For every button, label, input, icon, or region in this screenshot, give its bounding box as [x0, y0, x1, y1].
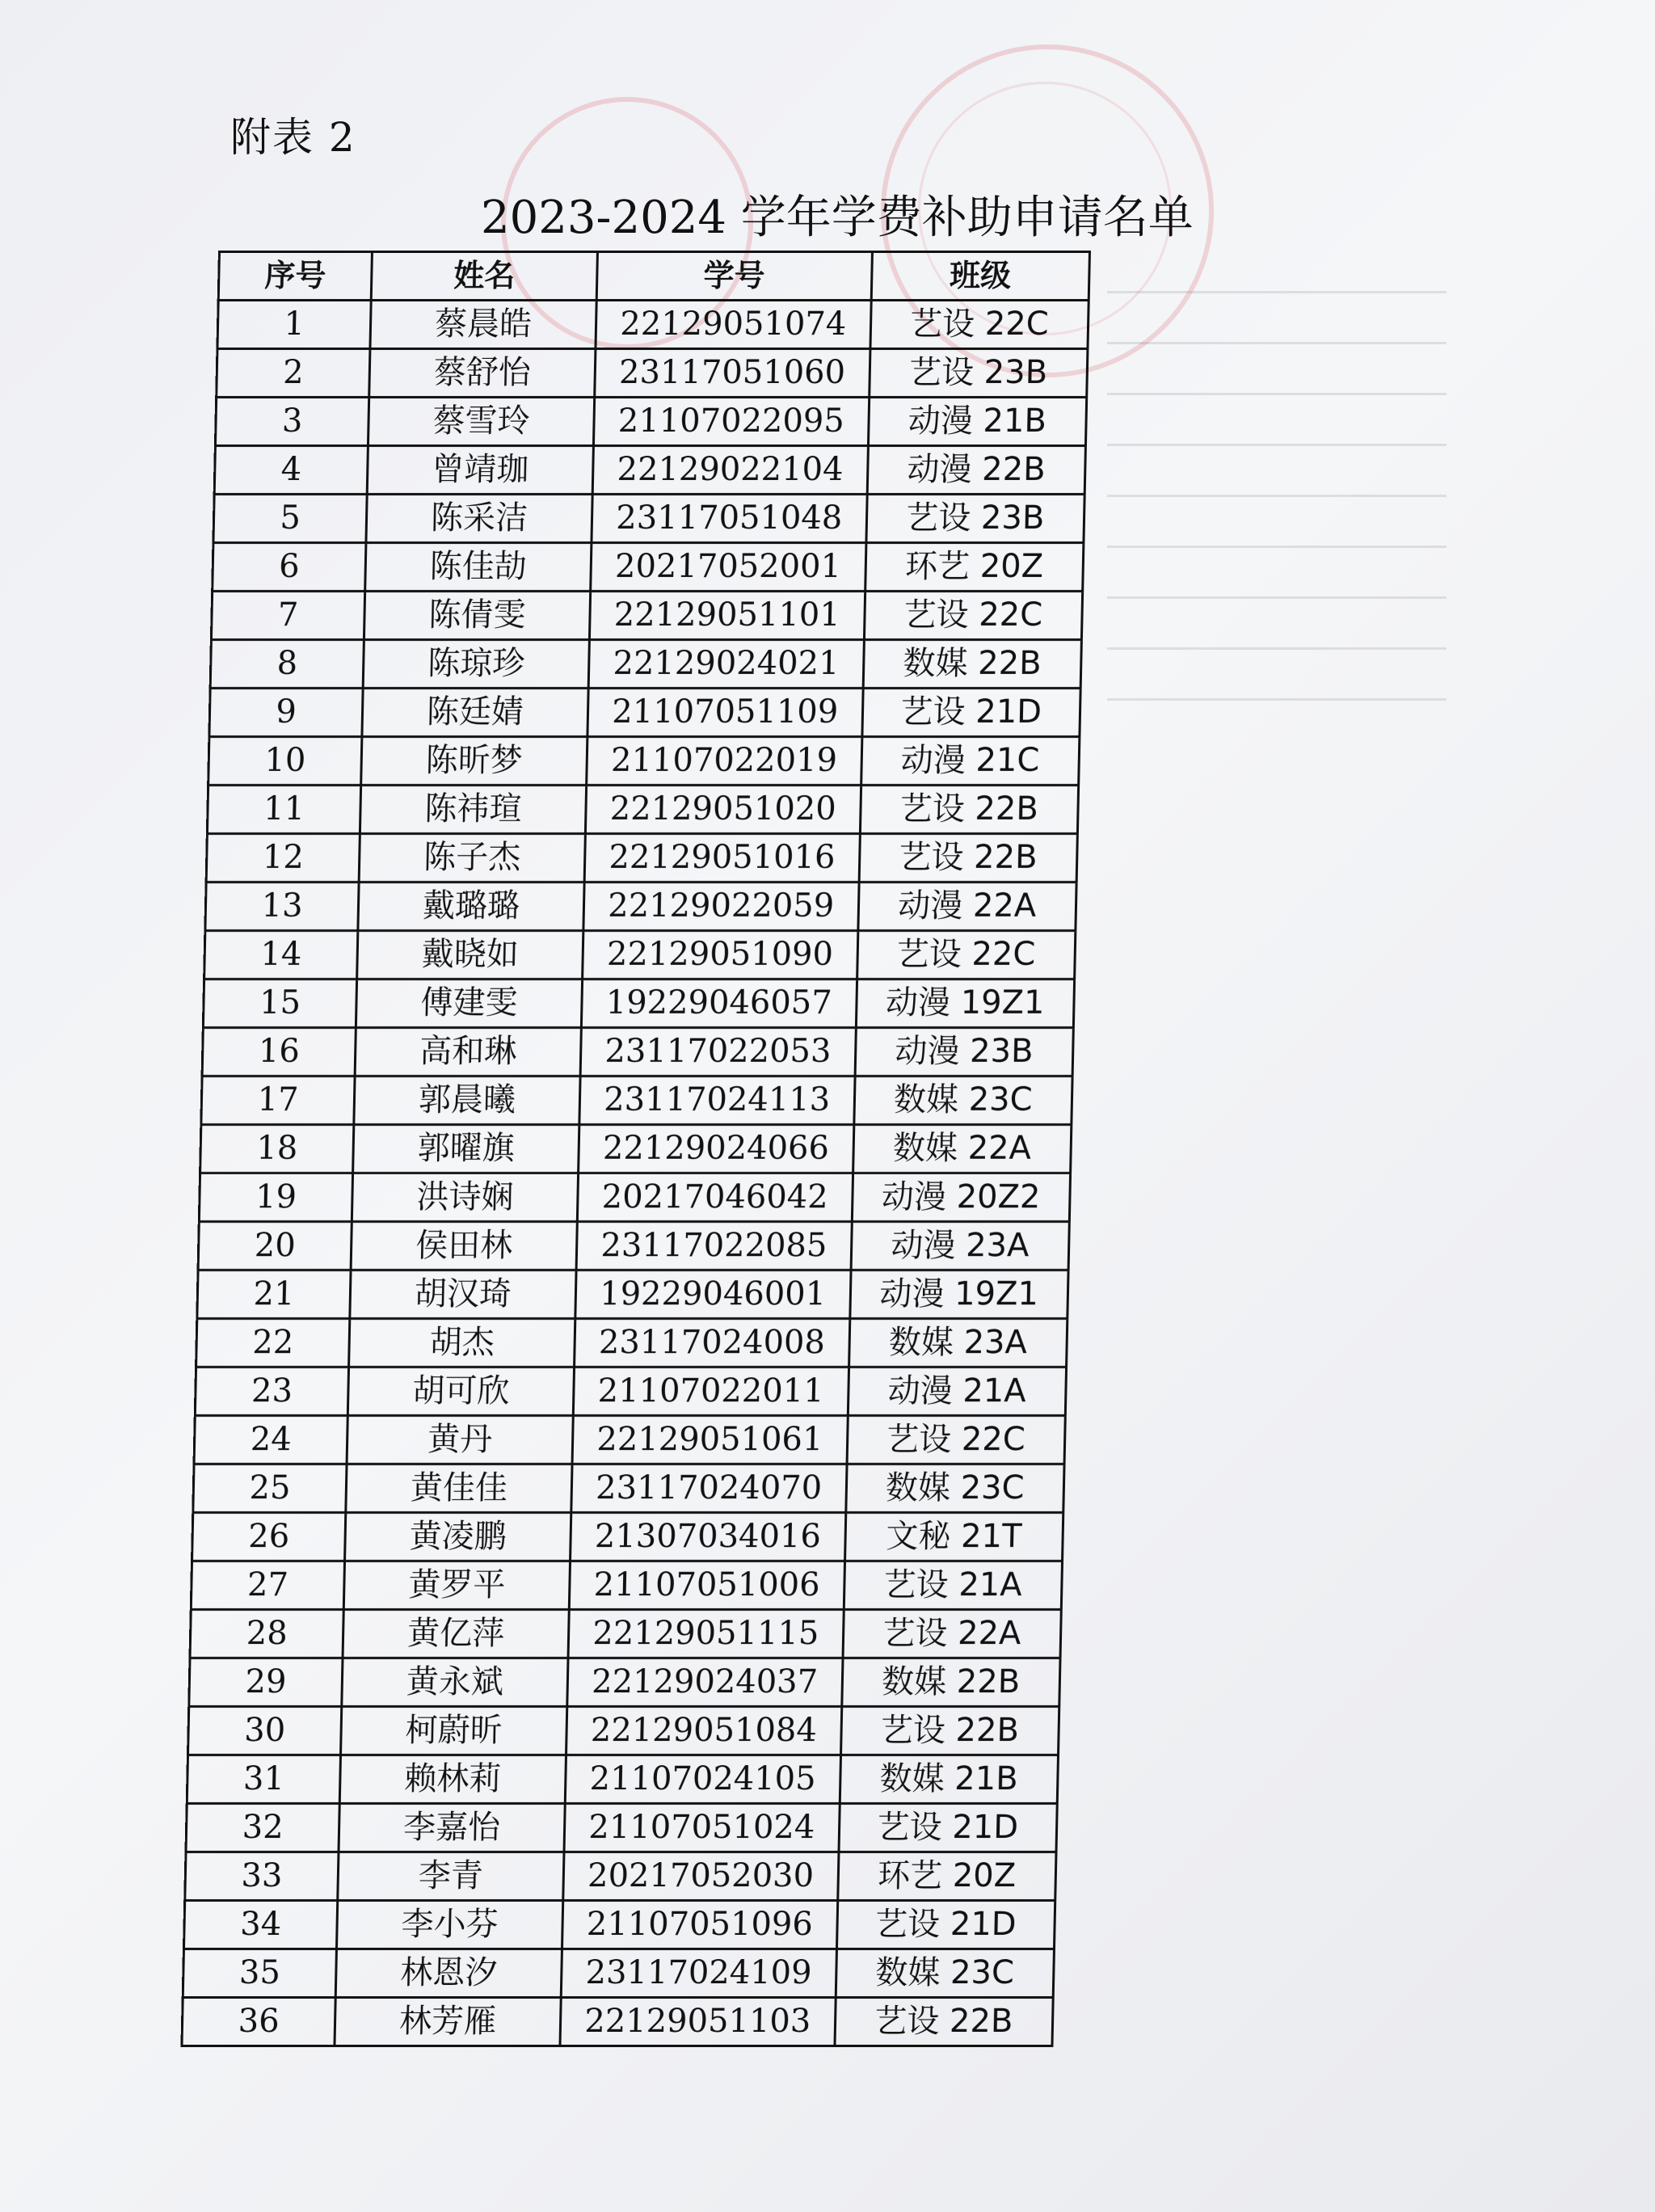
row-name-cell: 陈琼珍	[363, 640, 589, 689]
row-class-cell: 艺设 22B	[840, 1707, 1059, 1755]
row-student-id-cell: 22129051016	[584, 834, 860, 883]
row-name-cell: 赖林莉	[339, 1755, 566, 1804]
row-name-cell: 林芳雁	[335, 1998, 561, 2046]
row-class-cell: 艺设 21A	[844, 1561, 1063, 1610]
row-name-cell: 黄永斌	[342, 1658, 568, 1707]
row-class-cell: 环艺 20Z	[837, 1852, 1056, 1901]
row-student-id-cell: 21107051109	[587, 689, 863, 737]
row-no-cell: 11	[207, 786, 360, 834]
row-student-id-cell: 22129051115	[568, 1610, 844, 1658]
row-class-cell: 艺设 22B	[859, 834, 1078, 883]
row-name-cell: 黄罗平	[343, 1561, 570, 1610]
row-class-cell: 数媒 22A	[853, 1125, 1072, 1173]
table-row	[183, 1949, 1054, 1998]
row-student-id-cell: 23117024109	[561, 1949, 836, 1998]
row-name-cell: 陈倩雯	[364, 592, 591, 640]
table-row	[202, 1028, 1073, 1077]
row-no-cell: 10	[208, 737, 362, 786]
row-student-id-cell: 22129024066	[579, 1125, 854, 1173]
row-student-id-cell: 20217052001	[591, 543, 866, 592]
row-student-id-cell: 23117024008	[575, 1319, 850, 1367]
row-no-cell: 36	[182, 1998, 335, 2046]
row-name-cell: 高和琳	[355, 1028, 581, 1077]
row-name-cell: 陈子杰	[359, 834, 585, 883]
table-row	[215, 398, 1086, 446]
table-row	[199, 1173, 1070, 1222]
row-class-cell: 动漫 19Z1	[856, 980, 1075, 1028]
row-class-cell: 艺设 21D	[861, 689, 1080, 737]
row-name-cell: 黄丹	[347, 1416, 573, 1464]
row-student-id-cell: 23117051060	[595, 349, 870, 398]
row-name-cell: 黄亿萍	[343, 1610, 569, 1658]
row-name-cell: 陈昕梦	[361, 737, 587, 786]
table-row	[185, 1852, 1056, 1901]
row-class-cell: 动漫 21C	[861, 737, 1080, 786]
table-row	[187, 1755, 1058, 1804]
row-class-cell: 数媒 23C	[853, 1077, 1072, 1125]
row-name-cell: 胡汉琦	[350, 1270, 576, 1319]
row-student-id-cell: 21107024105	[565, 1755, 840, 1804]
row-class-cell: 数媒 22B	[841, 1658, 1060, 1707]
row-student-id-cell: 22129051090	[583, 931, 858, 980]
row-no-cell: 6	[213, 543, 366, 592]
row-name-cell: 傅建雯	[356, 980, 583, 1028]
row-student-id-cell: 21107051096	[562, 1901, 837, 1949]
row-class-cell: 文秘 21T	[844, 1513, 1063, 1561]
row-name-cell: 蔡舒怡	[369, 349, 596, 398]
row-name-cell: 蔡雪玲	[368, 398, 595, 446]
table-row	[217, 349, 1088, 398]
row-student-id-cell: 22129024021	[588, 640, 864, 689]
row-no-cell: 31	[187, 1755, 340, 1804]
row-name-cell: 胡可欣	[347, 1367, 574, 1416]
row-no-cell: 29	[189, 1658, 343, 1707]
row-no-cell: 16	[202, 1028, 356, 1077]
row-student-id-cell: 22129022104	[592, 446, 868, 495]
row-name-cell: 蔡晨皓	[370, 301, 596, 349]
row-student-id-cell: 19229046057	[581, 980, 857, 1028]
row-student-id-cell: 19229046001	[575, 1270, 851, 1319]
row-no-cell: 27	[191, 1561, 344, 1610]
roster-table	[180, 251, 1091, 2047]
row-no-cell: 21	[197, 1270, 351, 1319]
row-class-cell: 数媒 23C	[836, 1949, 1055, 1998]
table-row	[189, 1658, 1060, 1707]
row-class-cell: 动漫 21B	[868, 398, 1087, 446]
table-row	[205, 883, 1076, 931]
row-no-cell: 28	[190, 1610, 343, 1658]
header-no: 序号	[218, 252, 372, 301]
row-student-id-cell: 21107051024	[564, 1804, 840, 1852]
row-class-cell: 艺设 22B	[860, 786, 1079, 834]
row-no-cell: 8	[210, 640, 364, 689]
row-no-cell: 7	[211, 592, 364, 640]
row-no-cell: 4	[214, 446, 368, 495]
table-row	[210, 640, 1081, 689]
row-no-cell: 2	[217, 349, 370, 398]
row-student-id-cell: 22129051101	[589, 592, 865, 640]
table-row	[195, 1367, 1066, 1416]
row-student-id-cell: 22129051061	[572, 1416, 848, 1464]
row-name-cell: 林恩汐	[335, 1949, 562, 1998]
row-name-cell: 陈采洁	[366, 495, 592, 543]
row-class-cell: 艺设 23B	[869, 349, 1088, 398]
row-no-cell: 15	[203, 980, 356, 1028]
row-no-cell: 23	[195, 1367, 348, 1416]
row-no-cell: 20	[198, 1222, 352, 1270]
row-no-cell: 26	[192, 1513, 346, 1561]
annex-label: 附表 2	[230, 114, 356, 161]
row-no-cell: 24	[194, 1416, 347, 1464]
roster-body	[182, 301, 1089, 2046]
row-class-cell: 艺设 22C	[870, 301, 1089, 349]
row-student-id-cell: 21107022095	[593, 398, 869, 446]
row-class-cell: 艺设 22A	[843, 1610, 1062, 1658]
table-row	[217, 301, 1089, 349]
row-student-id-cell: 23117024113	[579, 1077, 855, 1125]
row-class-cell: 数媒 23A	[849, 1319, 1068, 1367]
row-no-cell: 32	[186, 1804, 339, 1852]
row-name-cell: 曾靖珈	[367, 446, 593, 495]
table-row	[182, 1998, 1053, 2046]
table-row	[203, 980, 1074, 1028]
row-student-id-cell: 23117022053	[580, 1028, 856, 1077]
table-row	[213, 495, 1084, 543]
table-row	[194, 1416, 1065, 1464]
show-through-table	[1107, 242, 1447, 727]
row-no-cell: 14	[204, 931, 358, 980]
row-student-id-cell: 23117024070	[571, 1464, 847, 1513]
row-name-cell: 郭晨曦	[354, 1077, 580, 1125]
row-student-id-cell: 22129051084	[566, 1707, 841, 1755]
row-class-cell: 动漫 22B	[867, 446, 1086, 495]
row-no-cell: 13	[205, 883, 359, 931]
row-student-id-cell: 23117051048	[592, 495, 867, 543]
table-row	[188, 1707, 1059, 1755]
table-row	[214, 446, 1085, 495]
row-name-cell: 陈佳劼	[365, 543, 592, 592]
row-student-id-cell: 23117022085	[576, 1222, 852, 1270]
row-class-cell: 动漫 23A	[851, 1222, 1070, 1270]
row-student-id-cell: 22129051074	[596, 301, 871, 349]
row-class-cell: 环艺 20Z	[865, 543, 1084, 592]
table-row	[192, 1513, 1063, 1561]
table-row	[193, 1464, 1064, 1513]
row-no-cell: 34	[183, 1901, 337, 1949]
table-row	[183, 1901, 1055, 1949]
row-name-cell: 李嘉怡	[339, 1804, 565, 1852]
row-class-cell: 数媒 23C	[845, 1464, 1064, 1513]
row-student-id-cell: 20217052030	[563, 1852, 839, 1901]
row-name-cell: 戴晓如	[357, 931, 583, 980]
header-student-id: 学号	[596, 252, 872, 301]
row-name-cell: 陈廷婧	[362, 689, 588, 737]
table-row	[190, 1610, 1061, 1658]
row-student-id-cell: 21107051006	[569, 1561, 844, 1610]
document-title: 2023-2024 学年学费补助申请名单	[481, 192, 1194, 244]
row-no-cell: 19	[199, 1173, 352, 1222]
row-name-cell: 戴璐璐	[358, 883, 584, 931]
row-class-cell: 艺设 21D	[839, 1804, 1058, 1852]
row-no-cell: 25	[193, 1464, 347, 1513]
row-name-cell: 柯蔚昕	[341, 1707, 567, 1755]
row-no-cell: 30	[188, 1707, 342, 1755]
row-student-id-cell: 22129051020	[585, 786, 861, 834]
table-row	[197, 1270, 1068, 1319]
table-row	[206, 834, 1077, 883]
table-row	[191, 1561, 1062, 1610]
table-row	[207, 786, 1078, 834]
row-class-cell: 动漫 21A	[848, 1367, 1067, 1416]
row-no-cell: 17	[201, 1077, 355, 1125]
row-student-id-cell: 20217046042	[577, 1173, 853, 1222]
table-row	[196, 1319, 1068, 1367]
row-class-cell: 艺设 22C	[864, 592, 1083, 640]
table-row	[186, 1804, 1057, 1852]
table-header-row	[218, 252, 1089, 301]
row-no-cell: 3	[215, 398, 368, 446]
row-name-cell: 陈祎瑄	[360, 786, 587, 834]
row-student-id-cell: 22129024037	[567, 1658, 843, 1707]
row-name-cell: 侯田林	[351, 1222, 577, 1270]
row-no-cell: 9	[209, 689, 363, 737]
row-name-cell: 李小芬	[337, 1901, 563, 1949]
row-name-cell: 洪诗娴	[352, 1173, 578, 1222]
row-class-cell: 数媒 21B	[840, 1755, 1059, 1804]
row-class-cell: 艺设 21D	[836, 1901, 1055, 1949]
table-row	[201, 1077, 1072, 1125]
row-class-cell: 动漫 22A	[857, 883, 1076, 931]
row-class-cell: 艺设 23B	[865, 495, 1084, 543]
row-student-id-cell: 21307034016	[570, 1513, 845, 1561]
row-name-cell: 李青	[338, 1852, 564, 1901]
row-class-cell: 动漫 19Z1	[849, 1270, 1068, 1319]
row-no-cell: 18	[200, 1125, 354, 1173]
row-student-id-cell: 21107022019	[587, 737, 862, 786]
row-class-cell: 艺设 22B	[834, 1998, 1053, 2046]
header-name: 姓名	[371, 252, 597, 301]
row-name-cell: 黄凌鹏	[345, 1513, 571, 1561]
row-no-cell: 33	[185, 1852, 339, 1901]
row-name-cell: 胡杰	[349, 1319, 575, 1367]
row-class-cell: 艺设 22C	[857, 931, 1076, 980]
table-row	[209, 689, 1080, 737]
row-student-id-cell: 22129022059	[583, 883, 859, 931]
row-class-cell: 数媒 22B	[863, 640, 1082, 689]
table-row	[208, 737, 1080, 786]
row-no-cell: 22	[196, 1319, 350, 1367]
row-class-cell: 动漫 20Z2	[852, 1173, 1071, 1222]
row-class-cell: 动漫 23B	[855, 1028, 1074, 1077]
row-student-id-cell: 21107022011	[573, 1367, 849, 1416]
row-no-cell: 5	[213, 495, 367, 543]
row-no-cell: 12	[206, 834, 360, 883]
row-student-id-cell: 22129051103	[560, 1998, 836, 2046]
table-row	[198, 1222, 1069, 1270]
table-row	[213, 543, 1084, 592]
row-no-cell: 35	[183, 1949, 336, 1998]
header-class: 班级	[871, 252, 1090, 301]
table-row	[204, 931, 1076, 980]
row-no-cell: 1	[217, 301, 371, 349]
table-row	[200, 1125, 1072, 1173]
table-row	[211, 592, 1082, 640]
row-name-cell: 黄佳佳	[346, 1464, 572, 1513]
row-class-cell: 艺设 22C	[847, 1416, 1066, 1464]
row-name-cell: 郭曜旗	[353, 1125, 579, 1173]
